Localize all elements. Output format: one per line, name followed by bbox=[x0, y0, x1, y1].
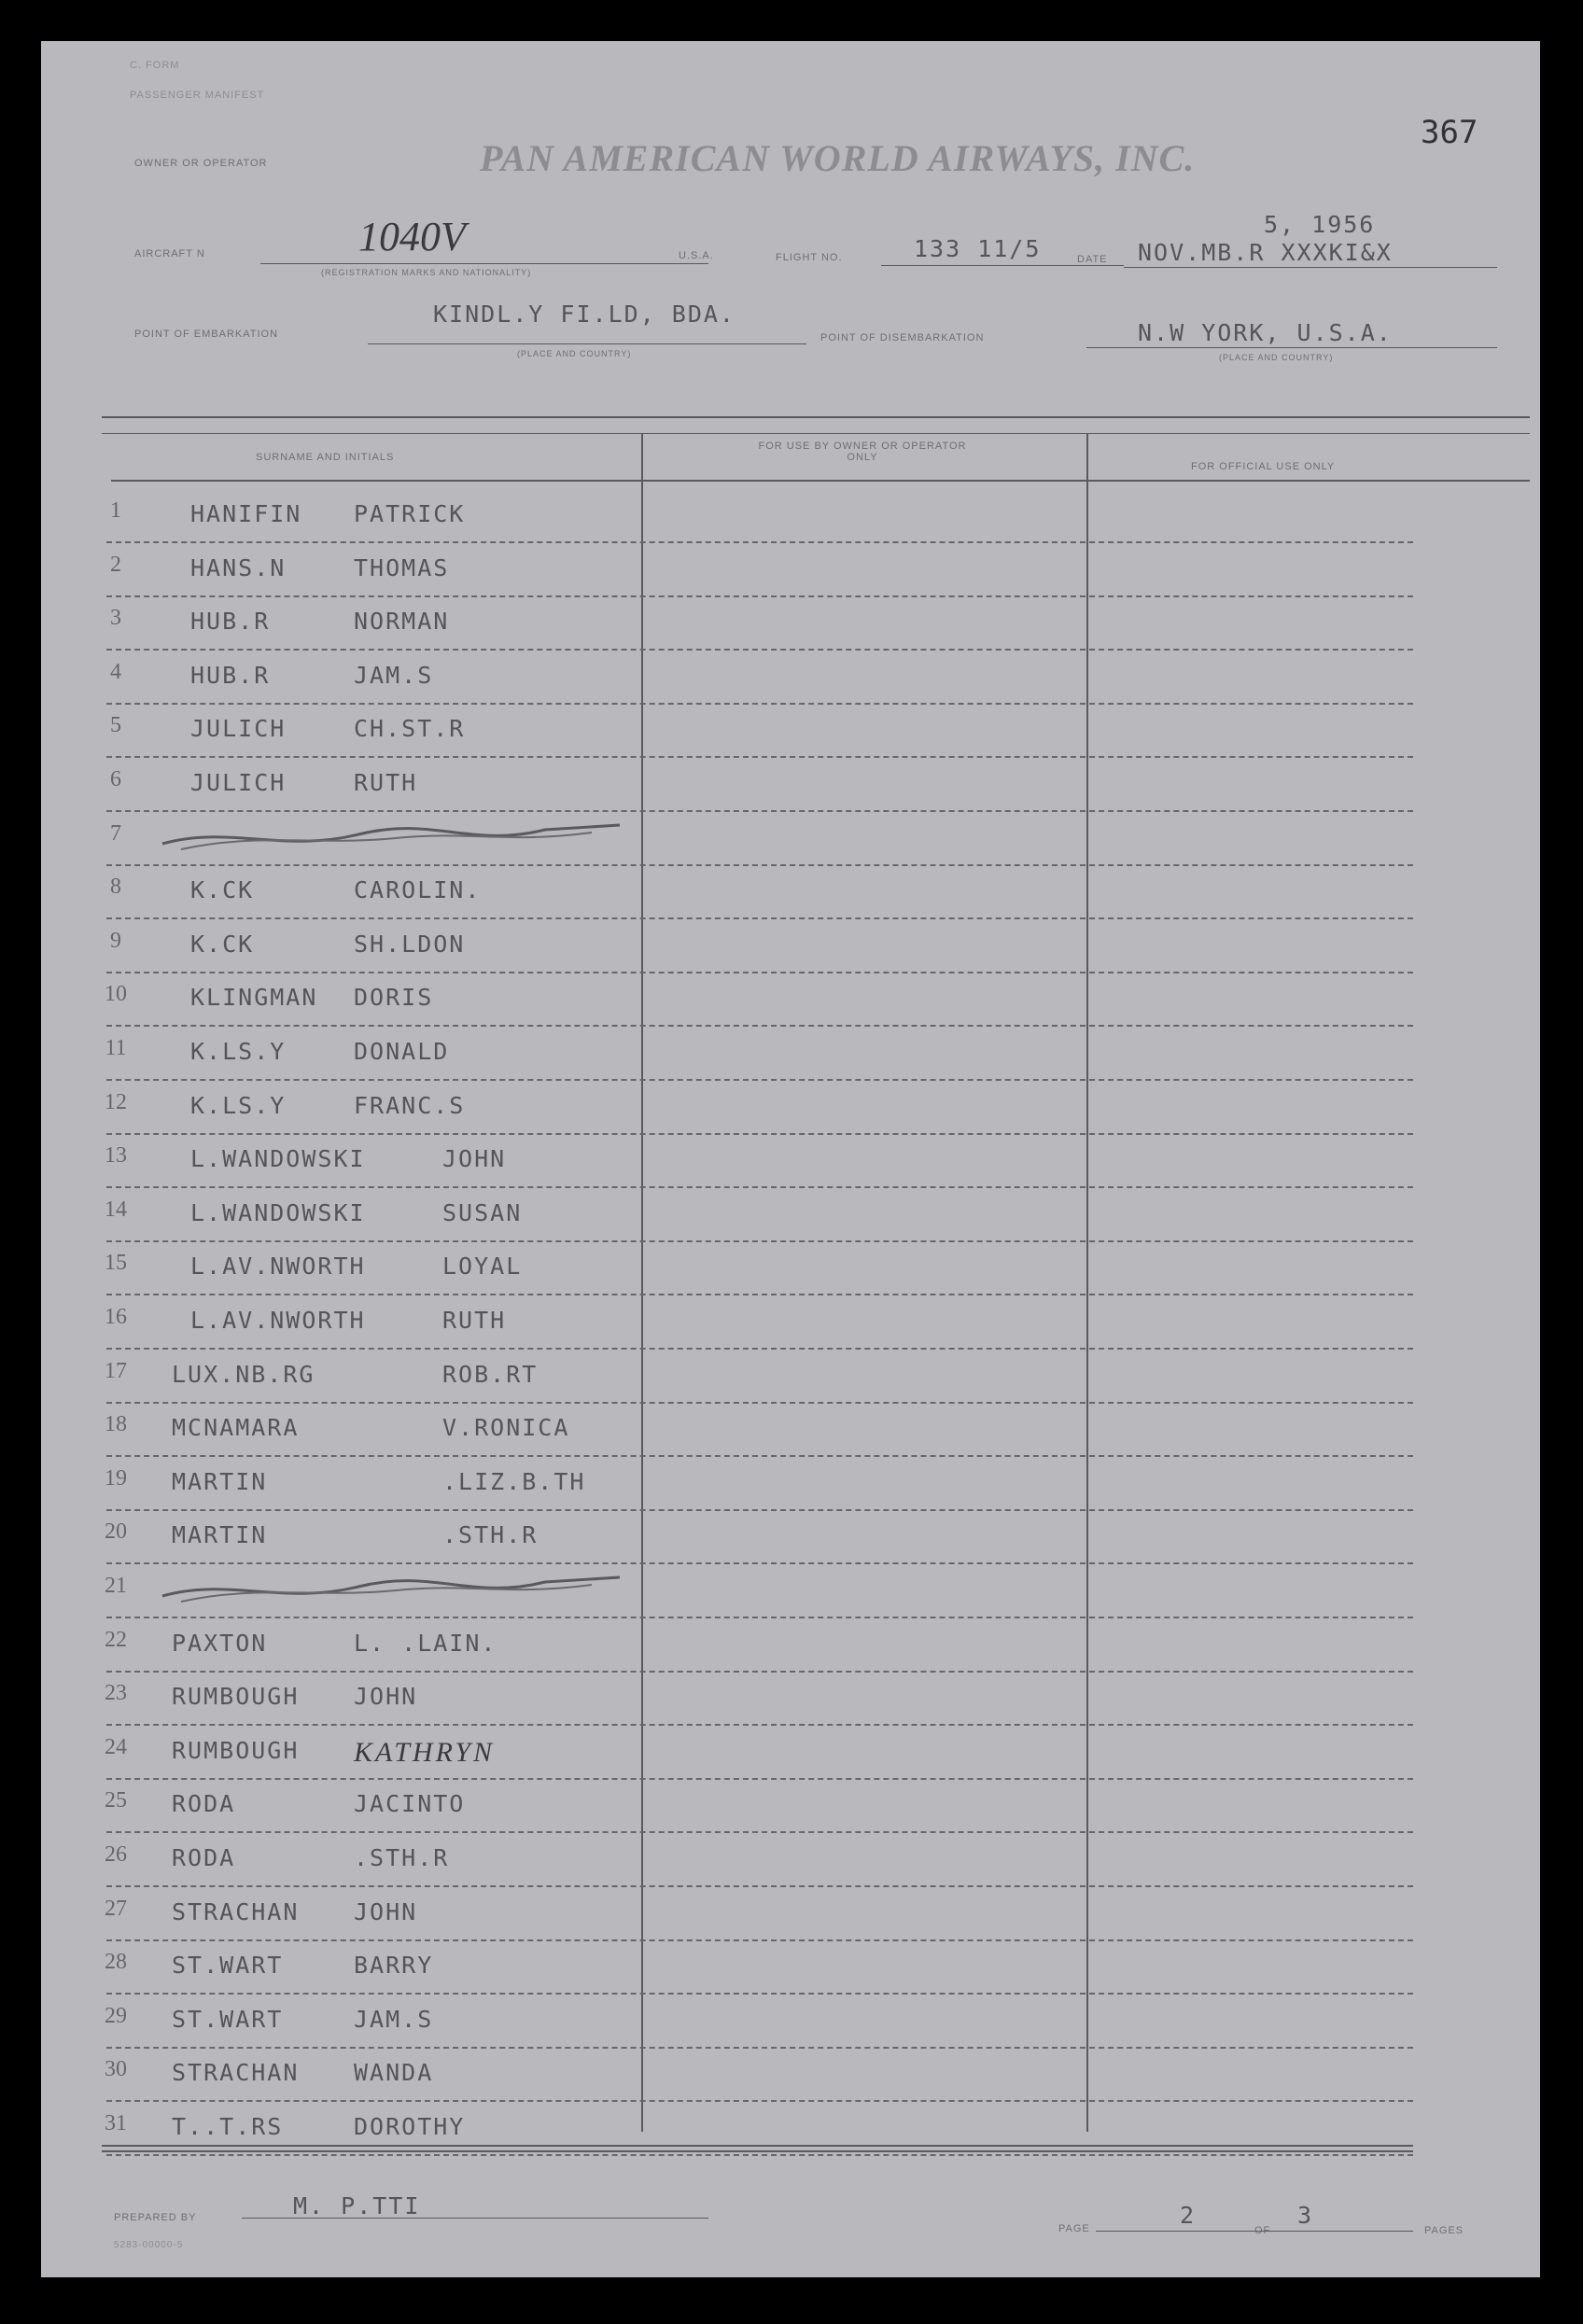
passenger-surname: ST.WART bbox=[172, 2006, 284, 2033]
row-number: 16 bbox=[105, 1305, 127, 1329]
disembark-label: POINT OF DISEMBARKATION bbox=[820, 332, 985, 343]
passenger-surname: HANIFIN bbox=[190, 500, 302, 527]
row-divider bbox=[106, 1294, 1413, 1295]
row-number: 4 bbox=[110, 660, 121, 684]
row-divider bbox=[106, 1079, 1413, 1081]
passenger-given-name: RUTH bbox=[354, 769, 418, 796]
row-divider bbox=[106, 1455, 1413, 1457]
passenger-surname: K.LS.Y bbox=[190, 1038, 287, 1065]
passenger-surname: MARTIN bbox=[172, 1468, 268, 1495]
passenger-surname: RUMBOUGH bbox=[172, 1737, 300, 1764]
row-number: 17 bbox=[105, 1359, 127, 1383]
passenger-given-name: KATHRYN bbox=[354, 1737, 496, 1768]
row-divider bbox=[106, 972, 1413, 973]
row-number: 22 bbox=[105, 1628, 127, 1652]
page-total: 3 bbox=[1297, 2202, 1314, 2229]
row-number: 2 bbox=[110, 553, 121, 577]
passenger-given-name: L. .LAIN. bbox=[354, 1630, 497, 1657]
row-divider bbox=[106, 1885, 1413, 1887]
row-divider bbox=[106, 1831, 1413, 1833]
passenger-given-name: BARRY bbox=[354, 1952, 434, 1979]
passenger-given-name: NORMAN bbox=[354, 608, 450, 635]
date-value: NOV.MB.R XXXKI&X bbox=[1138, 239, 1393, 266]
passenger-surname: L.AV.NWORTH bbox=[190, 1253, 366, 1280]
col-names-header: SURNAME AND INITIALS bbox=[256, 452, 395, 463]
prepared-value: M. P.TTI bbox=[293, 2192, 421, 2219]
passenger-given-name: JOHN bbox=[354, 1898, 418, 1925]
row-divider bbox=[106, 917, 1413, 919]
of-label: OF bbox=[1254, 2225, 1271, 2236]
passenger-surname: L.WANDOWSKI bbox=[190, 1199, 366, 1226]
passenger-given-name: V.RONICA bbox=[442, 1414, 570, 1441]
row-divider bbox=[106, 1186, 1413, 1188]
passenger-surname: JULICH bbox=[190, 769, 287, 796]
passenger-given-name: JAM.S bbox=[354, 2006, 434, 2033]
pages-label: PAGES bbox=[1424, 2225, 1464, 2236]
owner-value: PAN AMERICAN WORLD AIRWAYS, INC. bbox=[480, 137, 1196, 179]
row-number: 13 bbox=[105, 1143, 127, 1168]
row-number: 24 bbox=[105, 1735, 127, 1759]
passenger-given-name: .LIZ.B.TH bbox=[442, 1468, 586, 1495]
passenger-surname: HANS.N bbox=[190, 554, 287, 581]
stamp-number: 367 bbox=[1421, 114, 1478, 151]
form-line-2: PASSENGER MANIFEST bbox=[130, 90, 265, 101]
passenger-surname: RUMBOUGH bbox=[172, 1683, 300, 1710]
passenger-surname: ST.WART bbox=[172, 1952, 284, 1979]
row-divider bbox=[106, 1724, 1413, 1726]
form-line-1: C. FORM bbox=[130, 60, 180, 71]
row-number: 9 bbox=[110, 929, 121, 953]
row-divider bbox=[106, 756, 1413, 758]
col-owner-header: FOR USE BY OWNER OR OPERATOR ONLY bbox=[758, 441, 967, 463]
row-divider bbox=[106, 864, 1413, 866]
row-divider bbox=[106, 1025, 1413, 1027]
row-divider bbox=[106, 1671, 1413, 1673]
row-number: 27 bbox=[105, 1897, 127, 1921]
row-divider bbox=[106, 1562, 1413, 1564]
usa-label: U.S.A. bbox=[679, 250, 714, 261]
row-number: 15 bbox=[105, 1251, 127, 1275]
passenger-given-name: CAROLIN. bbox=[354, 876, 482, 903]
passenger-given-name: RUTH bbox=[442, 1307, 507, 1334]
row-divider bbox=[106, 2047, 1413, 2049]
row-number: 28 bbox=[105, 1950, 127, 1974]
row-number: 11 bbox=[105, 1036, 127, 1060]
passenger-surname: L.WANDOWSKI bbox=[190, 1145, 366, 1172]
row-number: 19 bbox=[105, 1466, 127, 1491]
passenger-given-name: .STH.R bbox=[354, 1844, 450, 1871]
passenger-surname: RODA bbox=[172, 1790, 236, 1817]
passenger-given-name: .STH.R bbox=[442, 1521, 539, 1548]
registration-caption: (REGISTRATION MARKS AND NATIONALITY) bbox=[321, 268, 532, 277]
embark-value: KINDL.Y FI.LD, BDA. bbox=[433, 301, 735, 328]
embark-caption: (PLACE AND COUNTRY) bbox=[517, 349, 632, 358]
row-divider bbox=[106, 541, 1413, 543]
row-number: 31 bbox=[105, 2111, 127, 2135]
row-number: 3 bbox=[110, 606, 121, 630]
passenger-given-name: FRANC.S bbox=[354, 1092, 466, 1119]
row-divider bbox=[106, 1240, 1413, 1242]
passenger-given-name: ROB.RT bbox=[442, 1361, 539, 1388]
row-divider bbox=[106, 703, 1413, 705]
passenger-given-name: CH.ST.R bbox=[354, 715, 466, 742]
col-official-header: FOR OFFICIAL USE ONLY bbox=[1191, 461, 1336, 472]
passenger-given-name: DOROTHY bbox=[354, 2113, 466, 2140]
row-number: 8 bbox=[110, 875, 121, 899]
page-number: 2 bbox=[1180, 2202, 1197, 2229]
row-number: 26 bbox=[105, 1842, 127, 1867]
passenger-surname: T..T.RS bbox=[172, 2113, 284, 2140]
passenger-given-name: JOHN bbox=[354, 1683, 418, 1710]
row-divider bbox=[106, 1133, 1413, 1135]
row-divider bbox=[106, 1509, 1413, 1511]
page-label: PAGE bbox=[1058, 2223, 1090, 2234]
aircraft-label: AIRCRAFT N bbox=[134, 248, 205, 259]
row-divider bbox=[106, 649, 1413, 651]
row-divider bbox=[106, 2100, 1413, 2102]
aircraft-value: 1040V bbox=[358, 214, 466, 259]
row-number: 14 bbox=[105, 1197, 127, 1222]
flight-label: FLIGHT NO. bbox=[776, 252, 843, 263]
passenger-surname: RODA bbox=[172, 1844, 236, 1871]
passenger-surname: KLINGMAN bbox=[190, 984, 318, 1011]
passenger-given-name: PATRICK bbox=[354, 500, 466, 527]
row-number: 25 bbox=[105, 1788, 127, 1813]
row-divider bbox=[106, 1348, 1413, 1350]
owner-label: OWNER OR OPERATOR bbox=[134, 158, 268, 169]
disembark-value: N.W YORK, U.S.A. bbox=[1138, 319, 1393, 346]
passenger-surname: K.CK bbox=[190, 876, 255, 903]
row-number: 18 bbox=[105, 1412, 127, 1436]
prepared-label: PREPARED BY bbox=[114, 2212, 197, 2223]
passenger-surname: MCNAMARA bbox=[172, 1414, 300, 1441]
row-number: 10 bbox=[105, 982, 127, 1006]
passenger-surname: HUB.R bbox=[190, 608, 271, 635]
passenger-surname: HUB.R bbox=[190, 662, 271, 689]
row-number: 30 bbox=[105, 2057, 127, 2081]
row-number: 1 bbox=[110, 498, 121, 523]
passenger-surname: STRACHAN bbox=[172, 2059, 300, 2086]
passenger-surname: L.AV.NWORTH bbox=[190, 1307, 366, 1334]
passenger-surname: MARTIN bbox=[172, 1521, 268, 1548]
form-code: 5283-00000-5 bbox=[114, 2240, 184, 2250]
row-divider bbox=[106, 2154, 1413, 2156]
passenger-given-name: DORIS bbox=[354, 984, 434, 1011]
row-number: 29 bbox=[105, 2004, 127, 2028]
passenger-given-name: JAM.S bbox=[354, 662, 434, 689]
passenger-given-name: DONALD bbox=[354, 1038, 450, 1065]
row-number: 7 bbox=[110, 821, 121, 846]
row-divider bbox=[106, 1939, 1413, 1941]
strikeout-scribble bbox=[153, 1568, 638, 1615]
passenger-surname: LUX.NB.RG bbox=[172, 1361, 315, 1388]
row-divider bbox=[106, 1617, 1413, 1618]
date-label: DATE bbox=[1077, 254, 1108, 265]
passenger-surname: K.CK bbox=[190, 931, 255, 958]
strikeout-scribble bbox=[153, 816, 638, 862]
row-number: 6 bbox=[110, 767, 121, 791]
disembark-caption: (PLACE AND COUNTRY) bbox=[1219, 353, 1334, 362]
passenger-given-name: SUSAN bbox=[442, 1199, 523, 1226]
passenger-given-name: WANDA bbox=[354, 2059, 434, 2086]
row-number: 12 bbox=[105, 1090, 127, 1114]
row-number: 20 bbox=[105, 1519, 127, 1544]
passenger-surname: JULICH bbox=[190, 715, 287, 742]
flight-value: 133 11/5 bbox=[914, 235, 1042, 262]
passenger-surname: PAXTON bbox=[172, 1630, 268, 1657]
row-number: 5 bbox=[110, 713, 121, 737]
passenger-given-name: LOYAL bbox=[442, 1253, 523, 1280]
row-number: 21 bbox=[105, 1574, 127, 1598]
passenger-given-name: JACINTO bbox=[354, 1790, 466, 1817]
row-divider bbox=[106, 1402, 1413, 1404]
date-year: 5, 1956 bbox=[1264, 211, 1376, 238]
row-divider bbox=[106, 595, 1413, 597]
row-number: 23 bbox=[105, 1681, 127, 1705]
row-divider bbox=[106, 1778, 1413, 1780]
passenger-given-name: JOHN bbox=[442, 1145, 507, 1172]
passenger-surname: K.LS.Y bbox=[190, 1092, 287, 1119]
manifest-sheet bbox=[41, 41, 1540, 2277]
passenger-given-name: THOMAS bbox=[354, 554, 450, 581]
passenger-surname: STRACHAN bbox=[172, 1898, 300, 1925]
passenger-given-name: SH.LDON bbox=[354, 931, 466, 958]
embark-label: POINT OF EMBARKATION bbox=[134, 329, 279, 340]
row-divider bbox=[106, 810, 1413, 812]
row-divider bbox=[106, 1993, 1413, 1995]
